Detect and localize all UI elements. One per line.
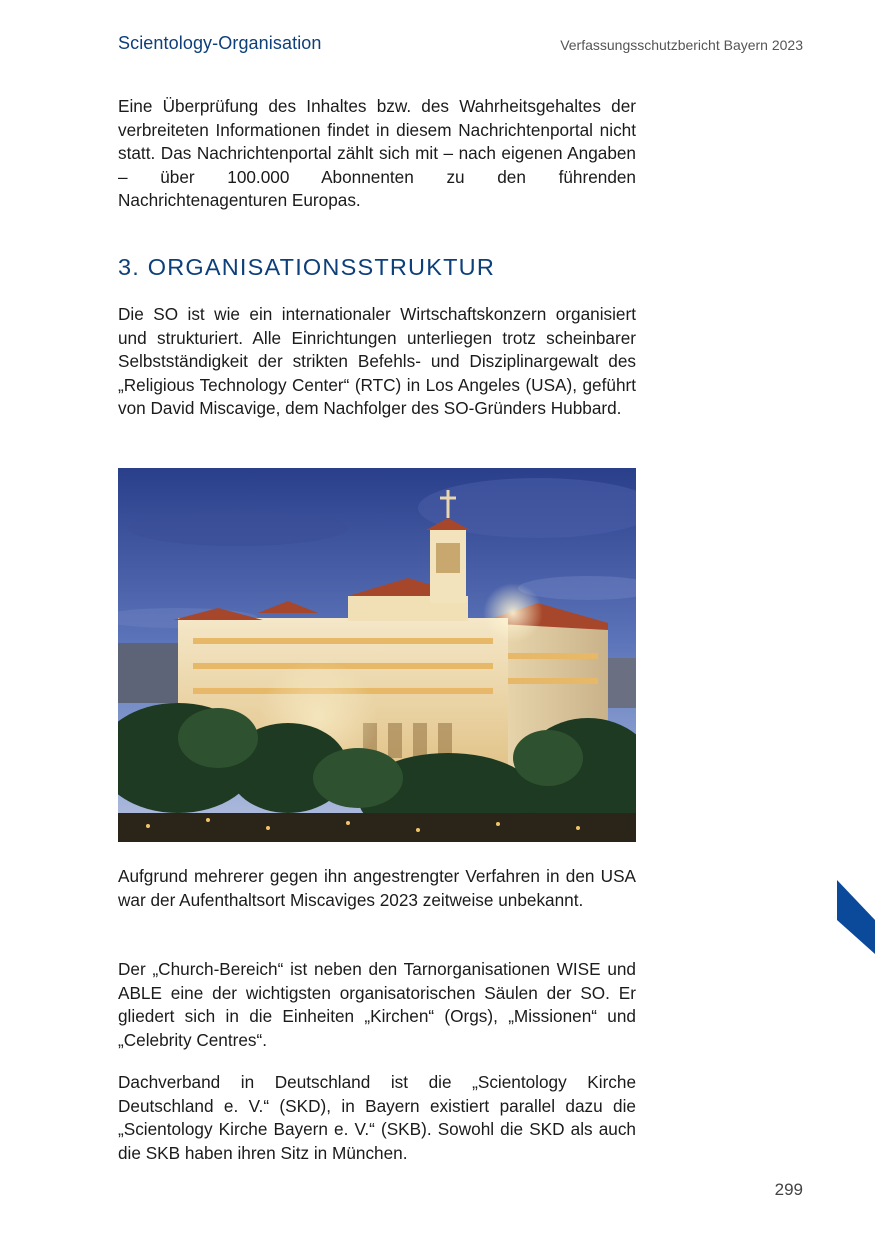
building-photo	[118, 468, 636, 842]
paragraph-structure: Die SO ist wie ein internationaler Wirtschaftskonzern organisiert und strukturiert. Alle Einrichtungen unterliegen trotz scheinbarer Selbstständigkeit der strikten Befehls- und Disziplinargewalt des „Religious Technology Center“ (RTC) in Los Angeles (USA), geführt von David Miscavige, dem Nachfolger des SO-Gründers Hubbard.	[118, 304, 636, 418]
page-number: 299	[774, 1180, 803, 1199]
section-title: Scientology-Organisation	[118, 33, 322, 53]
paragraph-church-sector: Der „Church-Bereich“ ist neben den Tarnorganisationen WISE und ABLE eine der wichtigsten organisatorischen Säulen der SO. Er gliedert sich in die Einheiten „Kirchen“ (Orgs), „Missionen“ und „Celebrity Centres“.	[118, 959, 636, 1050]
paragraph-news-portal: Eine Überprüfung des Inhaltes bzw. des Wahrheitsgehaltes der verbreiteten Informationen findet in diesem Nachrichtenportal nicht statt. Das Nachrichtenportal zählt sich mit – nach eigenen Angaben – über 100.000 Abonnenten zu den führenden Nachrichtenagenturen Europas.	[118, 96, 636, 210]
section-heading: 3. ORGANISATIONSSTRUKTUR	[118, 254, 495, 280]
publication-title: Verfassungsschutzbericht Bayern 2023	[560, 37, 803, 53]
paragraph-miscavige: Aufgrund mehrerer gegen ihn angestrengter Verfahren in den USA war der Aufenthaltsort Miscaviges 2023 zeitweise unbekannt.	[118, 866, 636, 910]
paragraph-umbrella-organisation: Dachverband in Deutschland ist die „Scientology Kirche Deutschland e. V.“ (SKD), in Bayern existiert parallel dazu die „Scientology Kirche Bayern e. V.“ (SKB). Sowohl die SKD als auch die SKB haben ihren Sitz in München.	[118, 1072, 636, 1163]
chapter-tab-marker	[837, 880, 875, 954]
